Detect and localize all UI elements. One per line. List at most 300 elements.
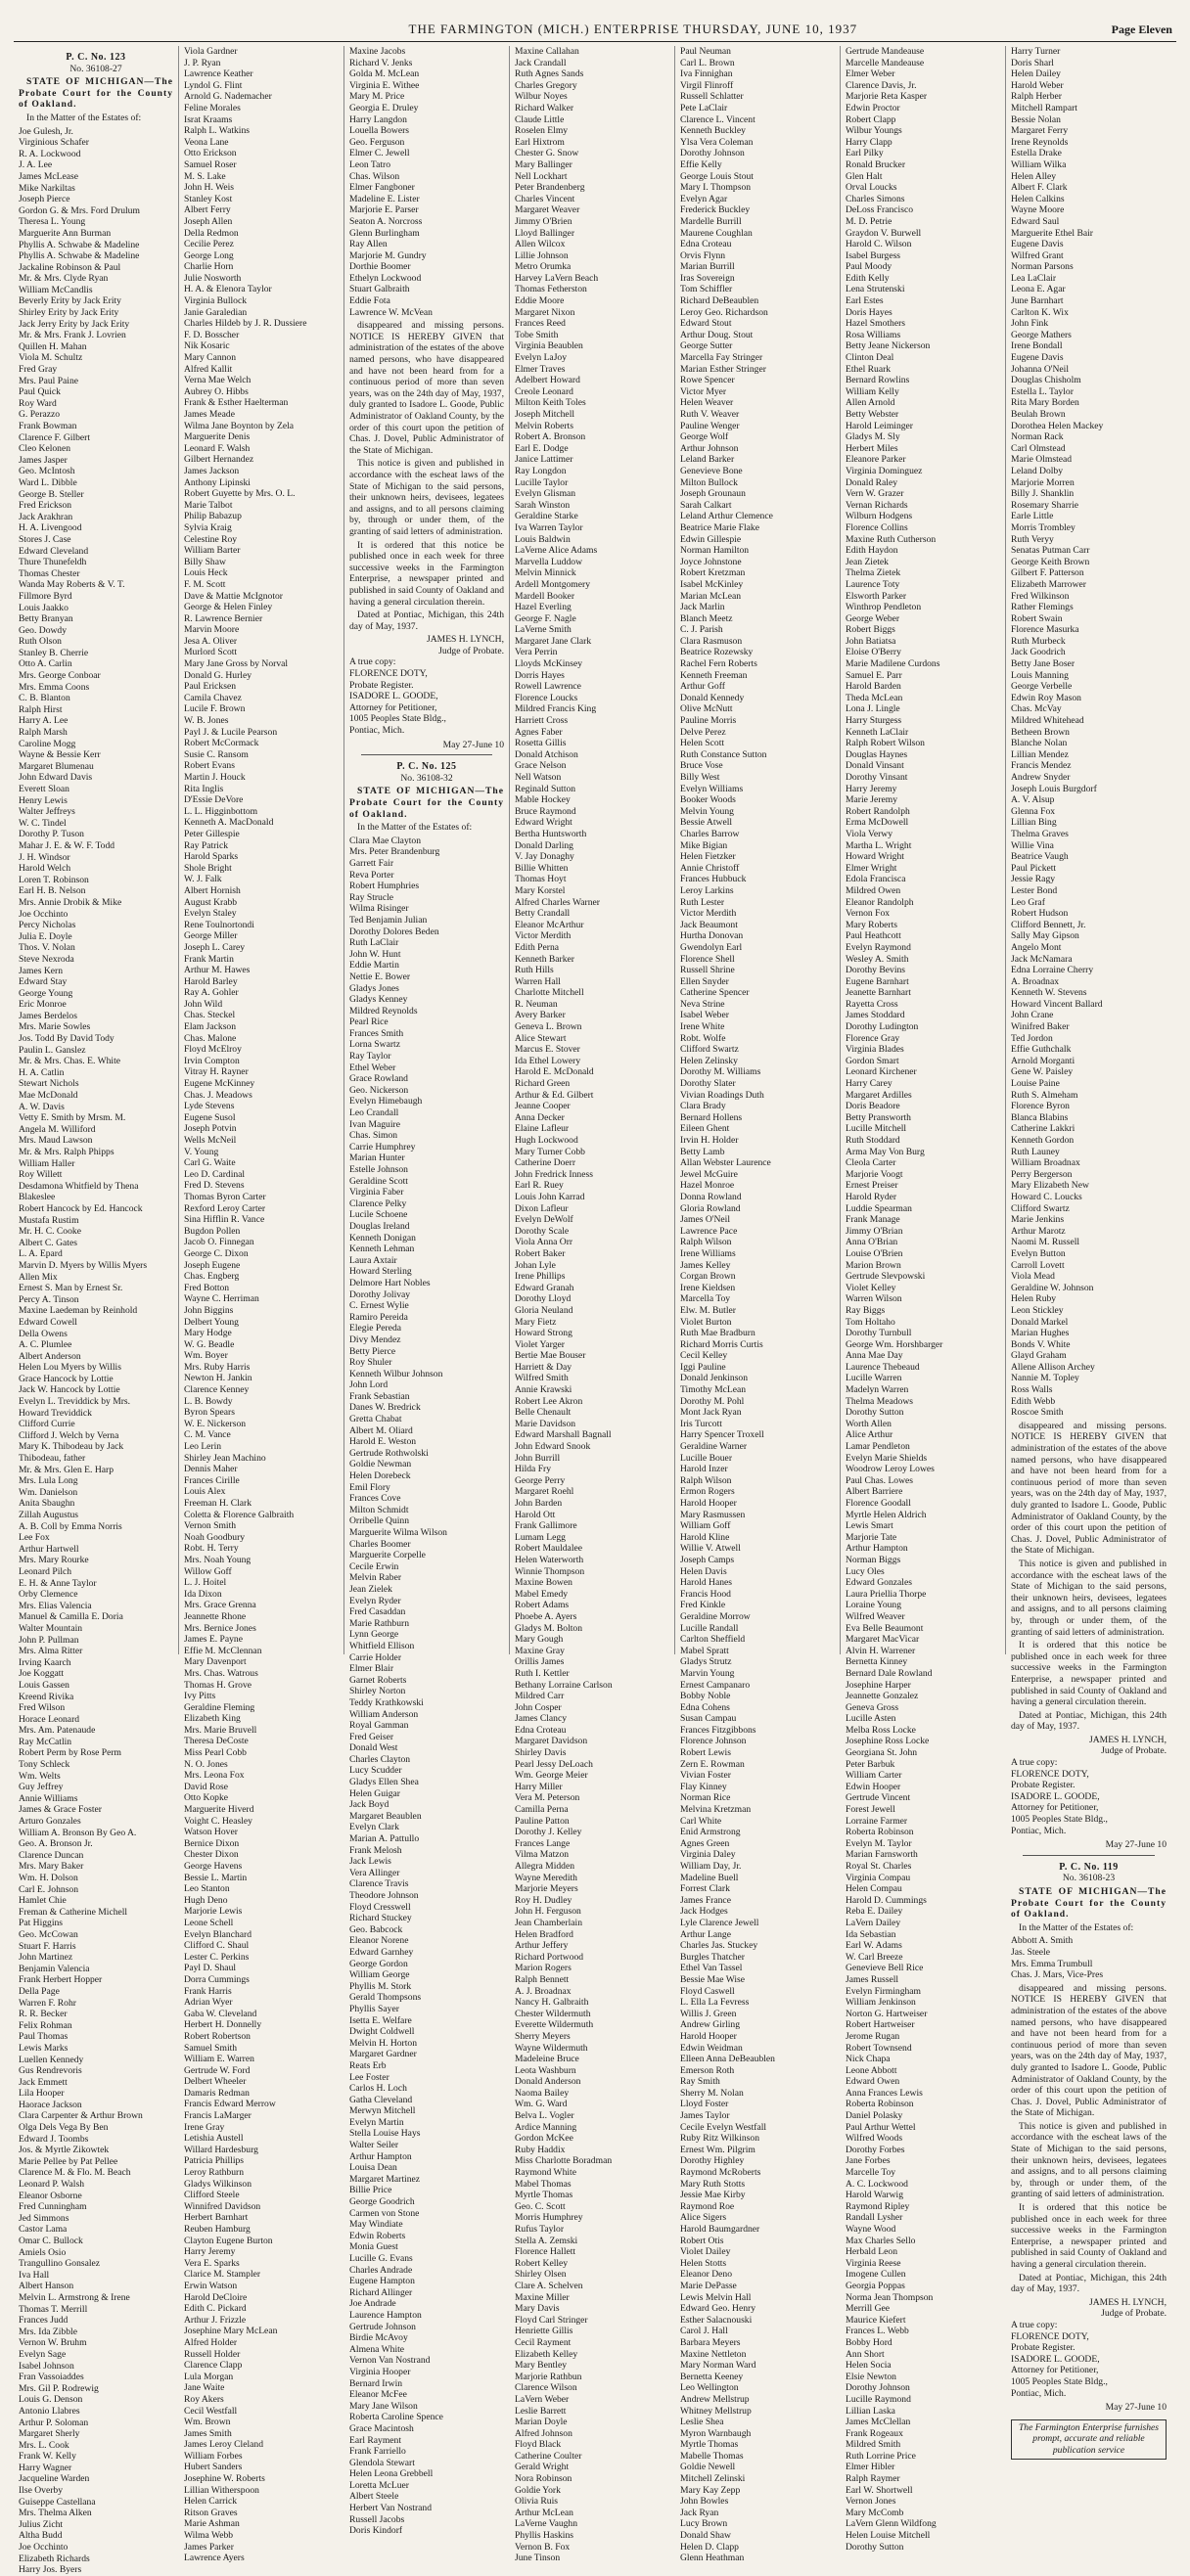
estate-name: Anthony Lipinski	[184, 476, 251, 488]
estate-names-list	[19, 126, 173, 2576]
estate-name: Arnold Morganti	[1011, 1055, 1076, 1066]
estate-name: Evelyn Blanchard	[184, 1928, 252, 1940]
estate-name: Virginia Blades	[846, 1044, 904, 1056]
estate-name: Chester Dixon	[184, 1849, 239, 1861]
estate-name: Sherry Meyers	[515, 2030, 571, 2042]
estate-name: Wayne & Bessie Kerr	[19, 749, 101, 761]
estate-name: Mr. & Mrs. Ralph Phipps	[19, 1147, 114, 1157]
notice-paragraph: Dated at Pontiac, Michigan, this 24th day of May, 1937.	[349, 610, 504, 632]
estate-name: James Leroy Cleland	[184, 2439, 263, 2451]
estate-name: Phyllis Sayer	[349, 2003, 399, 2014]
estate-name: Edna Croteau	[515, 1724, 567, 1736]
estate-name: Paul Quick	[19, 386, 61, 398]
estate-name: Percy A. Tinson	[19, 1293, 79, 1305]
estate-name: Vernon Jones	[846, 2496, 896, 2508]
estate-name: Andrew Girling	[680, 2019, 741, 2031]
estate-name: Harold Ott	[515, 1509, 556, 1520]
estate-name: Dorothy Ludington	[846, 1021, 919, 1033]
estate-name: Florence Hallett	[515, 2246, 576, 2258]
estate-name: Geraldine W. Johnson	[1011, 1282, 1094, 1293]
estate-name: Dixon Lafleur	[515, 1202, 569, 1214]
estate-name: Mae McDonald	[19, 1090, 78, 1102]
file-number: No. 36108-23	[1062, 1873, 1116, 1884]
estate-name: Mr. H. C. Cooke	[19, 1226, 81, 1238]
estate-name: Vivian Foster	[680, 1770, 731, 1782]
estate-name: Iras Sovereign	[680, 272, 735, 284]
estate-name: Marjorie E. Parser	[349, 204, 419, 216]
estate-name: Cleo Kelonen	[19, 443, 71, 455]
estate-name: Jack W. Hancock by Lottie	[19, 1384, 120, 1396]
notice-heading	[19, 52, 173, 74]
estate-name: Douglas Haynes	[846, 748, 908, 760]
estate-name: Mabel Thomas	[515, 2178, 572, 2190]
estate-name: Carrie Humphrey	[349, 1141, 416, 1152]
estate-name: Alvin H. Warrener	[846, 1645, 916, 1656]
estate-name: Bruce Vose	[680, 760, 723, 772]
estate-name: Cecile Erwin	[349, 1560, 399, 1572]
estate-name: Kenneth Lehman	[349, 1243, 415, 1255]
estate-name: George Havens	[184, 1861, 243, 1872]
estate-name: Samuel Roser	[184, 158, 237, 170]
estate-name: Dorra Cummings	[184, 1973, 250, 1985]
estate-name: Edwin Roberts	[349, 2230, 406, 2241]
estate-name: L. L. Higginbottom	[184, 805, 258, 817]
estate-name: Mary Bentley	[515, 2360, 568, 2372]
estate-name: Wilma Risinger	[349, 903, 409, 915]
estate-name: Jack Hodges	[680, 1906, 728, 1918]
estate-name: John W. Hunt	[349, 948, 401, 960]
estate-name: Stuart Galbraith	[349, 284, 410, 295]
estate-name: Goldie Newman	[349, 1459, 412, 1470]
estate-name: Lucy Brown	[680, 2518, 728, 2530]
estate-name: Harry Miller	[515, 1781, 563, 1792]
estate-name: Graydon V. Burwell	[846, 227, 922, 239]
estate-name: Edith C. Pickard	[184, 2303, 247, 2315]
estate-name: Ethel Van Tassel	[680, 1963, 743, 1974]
estate-name: Iva Finnighan	[680, 68, 733, 80]
estate-name: Robert Baker	[515, 1247, 566, 1259]
estate-name: Winnie Thompson	[515, 1565, 585, 1577]
estate-name: Jack Ryan	[680, 2507, 719, 2518]
estate-name: M. S. Lake	[184, 170, 226, 182]
estate-name: Charles Boomer	[349, 1538, 411, 1550]
notice-number: P. C. No. 119	[1059, 1861, 1119, 1873]
estate-name: Charlotte Mitchell	[515, 987, 584, 999]
estate-name: John Wild	[184, 998, 223, 1010]
estate-name: Iva Hall	[19, 2269, 50, 2281]
column-5	[675, 46, 841, 2564]
estate-name: Ethelyn Lockwood	[349, 272, 422, 284]
estate-name: Reginald Sutton	[515, 783, 576, 794]
estate-name: Marie Davidson	[515, 1418, 576, 1429]
estate-name: Geraldine Fleming	[184, 1701, 255, 1713]
estate-name: Jack Jerry Erity by Jack Erity	[19, 318, 130, 330]
estate-name: Fred D. Stevens	[184, 1180, 245, 1192]
estate-name: Henry Lewis	[19, 794, 68, 806]
estate-name: Avery Barker	[515, 1010, 566, 1021]
estate-name: Marie Olmstead	[1011, 454, 1073, 466]
estate-name: Carol J. Hall	[680, 2326, 728, 2337]
estate-name: Harold Kline	[680, 1531, 730, 1543]
estate-name: Evelyn L. Treviddick by Mrs.	[19, 1396, 131, 1408]
estate-name: Louis Baldwin	[515, 533, 571, 545]
column-3	[344, 46, 510, 2537]
estate-name: Ardell Montgomery	[515, 578, 591, 590]
estate-name: L. J. Hoitel	[184, 1577, 227, 1589]
estate-name: June Tinson	[515, 2553, 561, 2564]
estate-name: George B. Steller	[19, 488, 84, 500]
estate-name: Della Redmon	[184, 227, 239, 239]
estate-name: Irene Bondall	[1011, 340, 1063, 352]
estate-name: Ida Sebastian	[846, 1928, 896, 1940]
estate-name: Herbert H. Donnelly	[184, 2019, 262, 2031]
estate-name: Catherine Coulter	[515, 2450, 582, 2462]
estate-name: Damaris Redman	[184, 2087, 250, 2099]
estate-name: Marie Jeremy	[846, 794, 898, 806]
estate-name: Helen Alley	[1011, 170, 1057, 182]
estate-name: Veona Lane	[184, 136, 229, 148]
estate-name: Marie Talbot	[184, 499, 233, 511]
estate-name: Grace Macintosh	[349, 2422, 414, 2434]
estate-name: Edward Stay	[19, 976, 68, 988]
estate-name: Arthur Hampton	[846, 1543, 908, 1555]
estate-name: Rita Mary Borden	[1011, 397, 1079, 409]
estate-name: Andrew Snyder	[1011, 772, 1071, 783]
estate-name: Elizabeth Richards	[19, 2553, 90, 2564]
notice-paragraph: It is ordered that this notice be published once in each week for three successive weeks in the Farmington Enterprise, a newspaper printed and published in said County of Oakland and having a general circulation therein.	[1011, 2202, 1167, 2270]
estate-name: Estelle Johnson	[349, 1164, 408, 1175]
estate-name: Gaba W. Cleveland	[184, 2008, 257, 2019]
estate-name: Lena Strutenski	[846, 284, 905, 295]
estate-name: Tom Holtaho	[846, 1316, 895, 1328]
estate-name: Feline Morales	[184, 102, 241, 113]
estate-name: Jack Crandall	[515, 57, 567, 68]
estate-name: Dorothy Scale	[515, 1225, 570, 1237]
estate-name: Samuel E. Parr	[846, 669, 902, 681]
estate-name: Steve Nexroda	[19, 953, 74, 965]
estate-name: Ruth Agnes Sands	[515, 68, 584, 80]
estate-name: Almena White	[349, 2343, 405, 2355]
estate-name: Fred Cunningham	[19, 2201, 87, 2213]
estate-name: Ivan Maguire	[349, 1118, 400, 1130]
estate-name: Vera M. Peterson	[515, 1792, 580, 1804]
estate-name: Paul Thomas	[19, 2031, 69, 2043]
estate-name: Leo Graf	[1011, 896, 1045, 908]
estate-name: Melba Ross Locke	[846, 1724, 916, 1736]
estate-name: Rather Flemings	[1011, 602, 1074, 613]
estate-name: Violet Dailey	[680, 2246, 731, 2258]
estate-name: Delbert Young	[184, 1316, 239, 1328]
notice-paragraph: This notice is given and published in accordance with the escheat laws of the State of Michigan to the said persons, their unknown heirs, devisees, legatees and assigns, and to all persons claiming by, through or under them, of the granting of said letters of administration.	[1011, 2120, 1167, 2200]
estate-name: Ralph Herber	[1011, 91, 1062, 103]
estate-name: Russell Jacobs	[349, 2513, 405, 2525]
estate-name: George Miller	[184, 930, 238, 942]
estate-name: Alfred Kallit	[184, 363, 233, 375]
estate-name: Iggi Pauline	[680, 1361, 726, 1373]
estate-name: Ruth Hills	[515, 965, 554, 976]
estate-name: Joseph Eugene	[184, 1259, 241, 1271]
page-number: Page Eleven	[1111, 23, 1172, 36]
estate-name: Esther Salacnouski	[680, 2314, 753, 2326]
estate-name: Joseph Mitchell	[515, 409, 575, 420]
estate-name: Josephine Harper	[846, 1679, 911, 1691]
estate-name: Felix Rohman	[19, 2019, 72, 2031]
estate-name: Clifford J. Welch by Verna	[19, 1429, 119, 1441]
estate-name: Roscoe Smith	[1011, 1407, 1064, 1419]
estate-name: Harry Wagner	[19, 2462, 72, 2473]
estate-name: Glayd Graham	[1011, 1350, 1067, 1362]
estate-name: Charles Clayton	[349, 1753, 411, 1765]
estate-name: Frank Bowman	[19, 421, 77, 431]
estate-name: Francis Hood	[680, 1588, 731, 1600]
estate-name: Thomas Byron Carter	[184, 1191, 266, 1202]
estate-name: Louisa Dean	[349, 2162, 397, 2174]
publication-dates: May 27-June 10	[442, 739, 504, 750]
estate-name: Mabel Spratt	[680, 1645, 729, 1656]
estate-name: Elmer Weber	[846, 68, 895, 80]
estate-name: Margaret Weaver	[515, 204, 580, 216]
estate-name: Virginia Daley	[680, 1849, 736, 1861]
estate-name: Madeline E. Lister	[349, 193, 420, 204]
estate-name: Virginia Faber	[349, 1187, 404, 1198]
estate-name: Wayne Moore	[1011, 204, 1065, 216]
estate-name: Marguerite Wilma Wilson	[349, 1527, 447, 1538]
estate-name: James Kelley	[680, 1259, 731, 1271]
estate-name: Joseph Louis Burgdorf	[1011, 783, 1097, 794]
estate-name: Louise Paine	[1011, 1078, 1060, 1090]
estate-name: Rosetta Gillis	[515, 738, 567, 749]
estate-name: Carlton K. Wix	[1011, 306, 1069, 318]
estate-name: Douglas Chisholm	[1011, 375, 1081, 386]
estate-name: Camilla Perna	[515, 1804, 569, 1816]
estate-name: Marguerite Corpelle	[349, 1550, 426, 1561]
estate-name: Francis Mendez	[1011, 760, 1072, 772]
estate-name: Glen Halt	[846, 170, 883, 182]
estate-name: Ruth I. Kettler	[515, 1667, 570, 1679]
estate-name: Marian Hughes	[1011, 1328, 1070, 1339]
estate-name: Margaret Nixon	[515, 306, 575, 318]
estate-name: Reva Porter	[349, 869, 394, 881]
estate-name: Paul Arthur Wettel	[846, 2121, 916, 2133]
estate-name: Richard Allinger	[349, 2286, 413, 2298]
estate-name: Clare A. Schelven	[515, 2280, 583, 2291]
estate-name: Dorothy Jolivay	[349, 1288, 411, 1300]
estate-name: Abbott A. Smith	[1011, 1935, 1074, 1947]
estate-name: Evelyn Marie Shields	[846, 1452, 928, 1464]
estate-name: Golda M. McLean	[349, 68, 420, 80]
estate-name: Tobe Smith	[515, 329, 559, 340]
estate-name: Betty Webster	[846, 409, 899, 420]
estate-name: Lamar Pendleton	[846, 1441, 910, 1453]
estate-name: Chas. Simon	[349, 1130, 398, 1142]
estate-name: Vetty E. Smith by Mrsm. M.	[19, 1112, 126, 1124]
estate-name: Evelyn Glisman	[515, 488, 576, 500]
estate-name: William Anderson	[349, 1708, 419, 1720]
estate-name: George Mathers	[1011, 329, 1072, 340]
estate-name: Barbara Meyers	[680, 2336, 741, 2348]
estate-name: Jane Forbes	[846, 2155, 891, 2167]
estate-name: James Berdelos	[19, 1010, 77, 1021]
estate-name: Florence Masurka	[1011, 624, 1079, 636]
estate-name: Chas. Steckel	[184, 1010, 236, 1021]
estate-name: Marvin D. Myers by Willis Myers	[19, 1259, 148, 1271]
estate-name: Elw. M. Butler	[680, 1304, 736, 1316]
estate-name: Thelma Meadows	[846, 1395, 914, 1407]
estate-name: Doris Hayes	[846, 306, 892, 318]
estate-name: Melvin L. Armstrong & Irene	[19, 2291, 130, 2303]
estate-name: Julia E. Doyle	[19, 930, 72, 942]
estate-name: Helen Leona Grebbell	[349, 2468, 434, 2480]
masthead	[14, 8, 1176, 42]
estate-name: Arthur Lange	[680, 1928, 731, 1940]
estate-name: Ruth Mae Bradburn	[680, 1328, 755, 1339]
estate-name: Dorothy P. Tuson	[19, 829, 84, 840]
estate-name: Edwin Gillespie	[680, 533, 742, 545]
true-copy-line: A true copy:	[1011, 2319, 1058, 2330]
estate-name: Jed Simmons	[19, 2212, 69, 2224]
estate-name: Billie Price	[349, 2185, 392, 2196]
estate-name: Robert Guyette by Mrs. O. L.	[184, 488, 296, 500]
estate-name: Dorothy J. Kelley	[515, 1827, 582, 1838]
estate-name: Bugdon Pollen	[184, 1225, 241, 1237]
estate-name: Josephine Ross Locke	[846, 1736, 930, 1747]
estate-name: A. B. Coll by Emma Norris	[19, 1520, 122, 1532]
estate-name: Joseph Grounaun	[680, 488, 746, 500]
estate-name: H. A. & Elenora Taylor	[184, 284, 272, 295]
estate-name: Margaret Jane Clark	[515, 635, 592, 647]
estate-name: Pauline Morris	[680, 715, 737, 727]
estate-name: Lucille Randall	[680, 1622, 739, 1634]
estate-name: William Kelly	[846, 385, 899, 397]
estate-name: C. M. Vance	[184, 1429, 231, 1441]
estate-name: Clarence Wilson	[515, 2382, 577, 2394]
estate-name: Louis John Karrad	[515, 1191, 585, 1202]
court-heading: STATE OF MICHIGAN—The Probate Court for the County of Oakland.	[349, 786, 504, 820]
estate-name: Marguerite Ethel Bair	[1011, 227, 1094, 239]
estate-name: Eleanor Norene	[349, 1935, 409, 1947]
estate-name: James Kern	[19, 965, 64, 976]
estate-name: Alfred Charles Warner	[515, 896, 600, 908]
estate-name: Mr. & Mrs. Glen E. Harp	[19, 1464, 114, 1475]
notice-paragraph: This notice is given and published in accordance with the escheat laws of the State of Michigan to the said persons, their unknown heirs, devisees, legatees and assigns, and to all persons claiming by, through or under them, of the granting of said letters of administration.	[1011, 1558, 1167, 1638]
estate-name: Fred Wilkinson	[1011, 590, 1070, 602]
estate-name: Carroll Lovett	[1011, 1259, 1065, 1271]
estate-name: Murlord Scott	[184, 647, 238, 658]
estate-name: Wm. G. Ward	[515, 2099, 568, 2110]
estate-name: Fred Gray	[19, 364, 58, 376]
estate-name: Robert Adams	[515, 1600, 570, 1611]
estate-name: Robert Hudson	[1011, 908, 1069, 920]
estate-name: Elizabeth Marrower	[1011, 578, 1086, 590]
estate-name: Teddy Krathkowski	[349, 1696, 424, 1708]
estate-name: Robert Randolph	[846, 805, 910, 817]
estate-name: Jack Boyd	[349, 1799, 389, 1811]
estate-name: Marie DePasse	[680, 2280, 737, 2291]
estate-name: Milton Bullock	[680, 476, 738, 488]
estate-name: Voight C. Heasley	[184, 1815, 252, 1827]
estate-name: Gertrude Mandeause	[846, 46, 925, 57]
estate-name: Woodrow Leroy Lowes	[846, 1464, 935, 1475]
estate-name: Claude Little	[515, 113, 565, 125]
estate-name: Eugene McKinney	[184, 1078, 255, 1090]
estate-name: Jos. & Myrtle Zikowtek	[19, 2145, 110, 2156]
estate-name: Betty Crandall	[515, 908, 571, 920]
estate-name: Clifford Swartz	[1011, 1202, 1070, 1214]
estate-name: Iva Warren Taylor	[515, 521, 583, 533]
estate-name: Everett Sloan	[19, 784, 69, 794]
estate-name: Warren F. Rohr	[19, 1997, 76, 2009]
estate-name: Maxine Bowen	[515, 1577, 572, 1589]
estate-name: Elaine Lafleur	[515, 1123, 570, 1135]
estate-name: Francis Edward Merrow	[184, 2099, 276, 2110]
estate-name: Thelma Zietek	[846, 567, 901, 579]
estate-name: William Jenkinson	[846, 1997, 916, 2009]
estate-name: Russell Schlatter	[680, 91, 744, 103]
estate-name: Lucy Oles	[846, 1565, 885, 1577]
estate-name: Joe Koggatt	[19, 1668, 65, 1680]
estate-name: Clarence M. & Flo. M. Beach	[19, 2167, 131, 2179]
estate-name: Donna Rowland	[680, 1191, 742, 1202]
estate-name: Edwin Roy Mason	[1011, 692, 1081, 703]
estate-name: Arthur Jeffery	[515, 1940, 569, 1952]
estate-name: Elmer Wright	[846, 862, 897, 874]
estate-name: John Cosper	[515, 1701, 562, 1713]
estate-name: Lloyd Foster	[680, 2099, 729, 2110]
estate-name: Julius Zicht	[19, 2518, 64, 2530]
estate-name: Albert Hornish	[184, 884, 241, 896]
estate-name: Eric Monroe	[19, 999, 67, 1011]
judge-name: JAMES H. LYNCH,	[1089, 2296, 1167, 2308]
estate-name: Adelbert Howard	[515, 375, 580, 386]
estate-name: Elsie Newton	[846, 2371, 896, 2382]
estate-name: Robert Hartweiser	[846, 2019, 915, 2031]
estate-name: Vera Allinger	[349, 1867, 400, 1878]
estate-name: Georgia Poppas	[846, 2280, 905, 2291]
estate-name: Mary Rasmussen	[680, 1509, 746, 1520]
estate-names-list	[1011, 1935, 1167, 1980]
estate-name: Geraldine Warner	[680, 1441, 748, 1453]
estate-name: Gladys M. Sly	[846, 431, 900, 443]
estate-name: Catherine Doerr	[515, 1157, 576, 1169]
estate-name: Mildred Carr	[515, 1691, 565, 1702]
estate-name: Rachel Fern Roberts	[680, 658, 757, 670]
estate-name: Mrs. Mary Rourke	[19, 1555, 89, 1566]
estate-name: Flay Kinney	[680, 1781, 727, 1792]
estate-name: John H. Ferguson	[515, 1906, 581, 1918]
estate-name: Royal St. Charles	[846, 1861, 912, 1872]
estate-name: Mrs. Paul Paine	[19, 375, 79, 386]
estate-name: Vera Perrin	[515, 647, 558, 658]
estate-name: Mary M. Price	[349, 91, 405, 103]
estate-name: Anna Mae Day	[846, 1350, 903, 1362]
estate-name: Jimmy O'Brien	[515, 215, 572, 227]
estate-name: Robert Lewis	[680, 1747, 731, 1759]
estate-name: Edith Perna	[515, 941, 560, 953]
estate-name: Paulin L. Ganslez	[19, 1044, 86, 1056]
estate-name: Belva L. Vogler	[515, 2110, 574, 2122]
estate-name: Bonds V. White	[1011, 1338, 1071, 1350]
estate-name: Mrs. Thelma Alken	[19, 2508, 92, 2519]
estate-name: Herbert Miles	[846, 442, 898, 454]
estate-name: James Parker	[184, 2541, 234, 2553]
estate-name: Billy J. Shanklin	[1011, 488, 1075, 500]
estate-name: Blakeslee	[19, 1192, 56, 1203]
estate-name: Arthur J. Frizzle	[184, 2314, 247, 2326]
judge-title: Judge of Probate.	[438, 645, 504, 656]
estate-name: Everette Wildermuth	[515, 2019, 594, 2031]
estate-name: Harold DeCloire	[184, 2291, 248, 2303]
estate-name: Clara Rasmuson	[680, 635, 743, 647]
